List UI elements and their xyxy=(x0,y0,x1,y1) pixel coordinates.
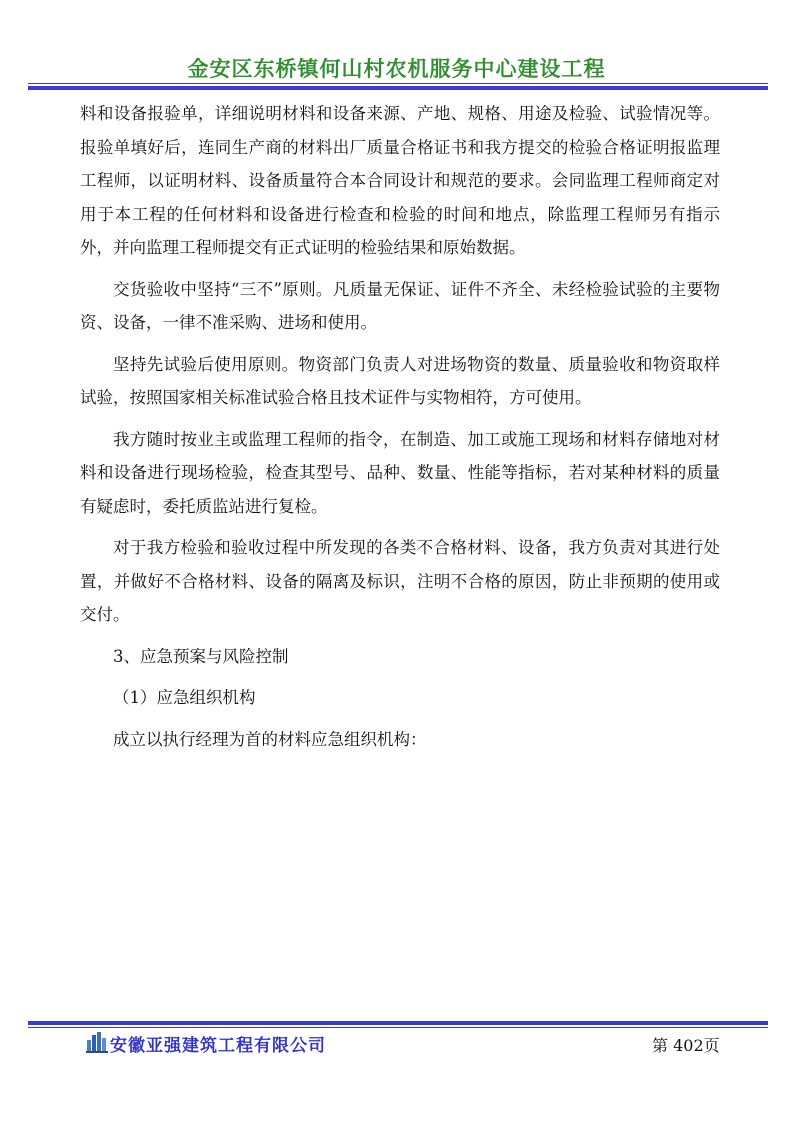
paragraph-continuation: 料和设备报验单，详细说明材料和设备来源、产地、规格、用途及检验、试验情况等。报验单填好后，连同生产商的材料出厂质量合格证书和我方提交的检验合格证明报监理工程师，以证明材料、设备质量符合本合同设计和规范的要求。会同监理工程师商定对用于本工程的任何材料和设备进行检查和检验的时间和地点，除监理工程师另有指示外，并向监理工程师提交有正式证明的检验结果和原始数据。 xyxy=(80,104,720,257)
paragraph-site-inspection: 我方随时按业主或监理工程师的指令，在制造、加工或施工现场和材料存储地对材料和设备进行现场检验，检查其型号、品种、数量、性能等指标，若对某种材料的质量有疑虑时，委托质监站进行复检。 xyxy=(80,429,720,516)
page-header-title: 金安区东桥镇何山村农机服务中心建设工程 xyxy=(187,57,606,81)
paragraph-organization-intro: 成立以执行经理为首的材料应急组织机构： xyxy=(113,729,427,749)
footer-rule-thin xyxy=(28,1027,768,1028)
paragraph-three-no-principle: 交货验收中坚持“三不”原则。凡质量无保证、证件不齐全、未经检验试验的主要物资、设备，一律不准采购、进场和使用。 xyxy=(80,279,720,332)
header-rule-thin xyxy=(28,83,768,84)
header-rule-thick xyxy=(28,86,768,90)
section-heading-emergency-plan: 3、应急预案与风险控制 xyxy=(113,646,289,666)
document-body xyxy=(80,97,720,764)
footer-page-number: 第 402页 xyxy=(652,1036,720,1055)
paragraph-test-before-use: 坚持先试验后使用原则。物资部门负责人对进场物资的数量、质量验收和物资取样试验，按照国家相关标准试验合格且技术证件与实物相符，方可使用。 xyxy=(80,354,720,407)
building-logo-icon xyxy=(86,1031,108,1053)
footer-rule-thick xyxy=(28,1021,768,1025)
paragraph-nonconforming-handling: 对于我方检验和验收过程中所发现的各类不合格材料、设备，我方负责对其进行处置，并做好不合格材料、设备的隔离及标识，注明不合格的原因，防止非预期的使用或交付。 xyxy=(80,538,720,624)
subsection-heading-organization: （1）应急组织机构 xyxy=(113,688,256,707)
footer-company-name: 安徽亚强建筑工程有限公司 xyxy=(110,1036,326,1056)
